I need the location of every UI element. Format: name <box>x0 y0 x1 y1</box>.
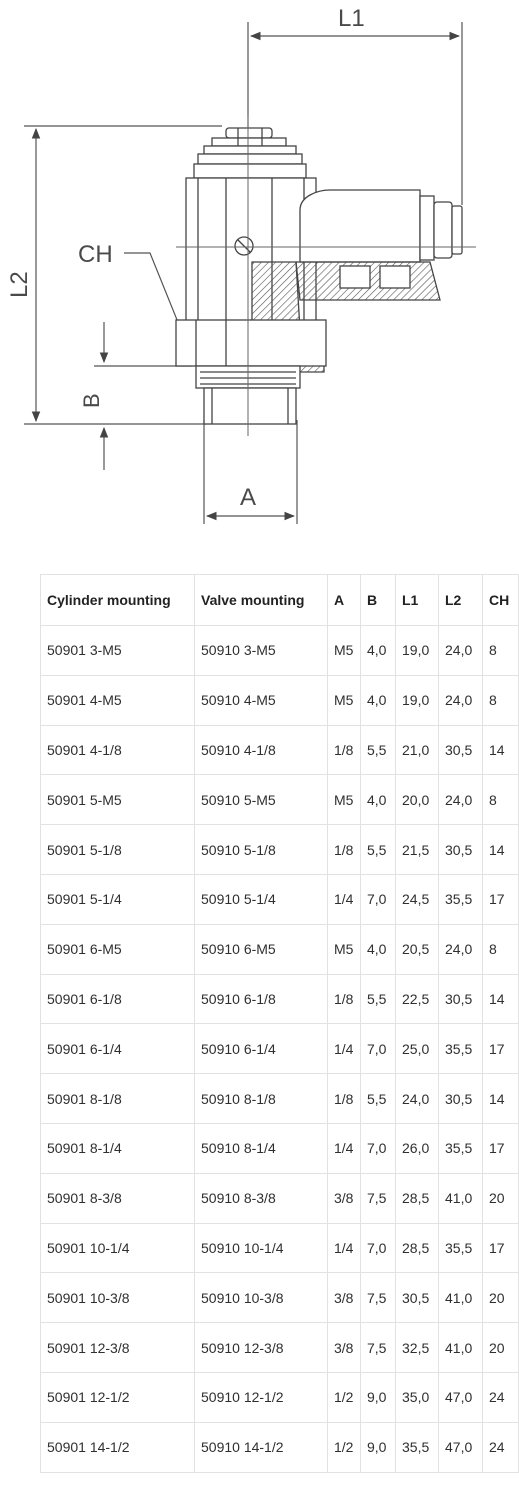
cell-ch: 20 <box>483 1323 519 1373</box>
table-row <box>41 626 519 676</box>
cell-l2: 47,0 <box>439 1372 483 1422</box>
cell-cylinder-mounting: 50901 6-M5 <box>41 924 195 974</box>
cell-cylinder-mounting: 50901 6-1/8 <box>41 974 195 1024</box>
cell-cylinder-mounting: 50901 8-1/8 <box>41 1074 195 1124</box>
cell-l2: 24,0 <box>439 775 483 825</box>
cell-b: 9,0 <box>361 1372 396 1422</box>
cell-l1: 19,0 <box>396 675 439 725</box>
cell-l1: 20,5 <box>396 924 439 974</box>
cell-b: 5,5 <box>361 974 396 1024</box>
cell-cylinder-mounting: 50901 12-3/8 <box>41 1323 195 1373</box>
cell-b: 7,0 <box>361 874 396 924</box>
cell-a: M5 <box>328 775 361 825</box>
cell-l1: 24,5 <box>396 874 439 924</box>
cell-l2: 24,0 <box>439 675 483 725</box>
cell-l2: 35,5 <box>439 1123 483 1173</box>
dimension-label-ch: CH <box>78 241 113 268</box>
cell-a: 1/2 <box>328 1422 361 1472</box>
cell-cylinder-mounting: 50901 10-1/4 <box>41 1223 195 1273</box>
cell-ch: 20 <box>483 1173 519 1223</box>
cell-valve-mounting: 50910 8-1/8 <box>195 1074 328 1124</box>
cell-b: 7,0 <box>361 1123 396 1173</box>
cell-b: 4,0 <box>361 675 396 725</box>
cell-ch: 14 <box>483 725 519 775</box>
cell-valve-mounting: 50910 6-1/8 <box>195 974 328 1024</box>
cell-cylinder-mounting: 50901 4-M5 <box>41 675 195 725</box>
cell-valve-mounting: 50910 10-1/4 <box>195 1223 328 1273</box>
cell-a: 3/8 <box>328 1273 361 1323</box>
cell-a: 1/4 <box>328 1123 361 1173</box>
cell-b: 4,0 <box>361 626 396 676</box>
specification-table <box>40 574 519 1473</box>
header-l2: L2 <box>439 575 483 626</box>
cell-l1: 24,0 <box>396 1074 439 1124</box>
cell-l1: 20,0 <box>396 775 439 825</box>
cell-valve-mounting: 50910 6-M5 <box>195 924 328 974</box>
cell-a: 1/4 <box>328 1223 361 1273</box>
table-row <box>41 1323 519 1373</box>
cell-ch: 8 <box>483 924 519 974</box>
cell-ch: 20 <box>483 1273 519 1323</box>
table-row <box>41 1273 519 1323</box>
cell-l1: 26,0 <box>396 1123 439 1173</box>
cell-ch: 14 <box>483 1074 519 1124</box>
cell-cylinder-mounting: 50901 5-1/8 <box>41 825 195 875</box>
cell-valve-mounting: 50910 4-1/8 <box>195 725 328 775</box>
cell-l2: 41,0 <box>439 1173 483 1223</box>
cell-cylinder-mounting: 50901 5-1/4 <box>41 874 195 924</box>
table-row <box>41 1173 519 1223</box>
cell-b: 4,0 <box>361 775 396 825</box>
cell-valve-mounting: 50910 8-1/4 <box>195 1123 328 1173</box>
cell-ch: 8 <box>483 626 519 676</box>
cell-ch: 24 <box>483 1372 519 1422</box>
cell-ch: 14 <box>483 974 519 1024</box>
cell-l1: 25,0 <box>396 1024 439 1074</box>
cell-b: 7,0 <box>361 1024 396 1074</box>
cell-cylinder-mounting: 50901 4-1/8 <box>41 725 195 775</box>
cell-ch: 17 <box>483 1024 519 1074</box>
cell-l2: 30,5 <box>439 825 483 875</box>
table-row <box>41 725 519 775</box>
cell-l2: 35,5 <box>439 874 483 924</box>
cell-a: 1/8 <box>328 825 361 875</box>
cell-valve-mounting: 50910 12-3/8 <box>195 1323 328 1373</box>
table-row <box>41 1074 519 1124</box>
cell-cylinder-mounting: 50901 10-3/8 <box>41 1273 195 1323</box>
cell-a: 1/4 <box>328 874 361 924</box>
cell-l1: 32,5 <box>396 1323 439 1373</box>
dimension-label-l2: L2 <box>6 271 33 298</box>
cell-cylinder-mounting: 50901 5-M5 <box>41 775 195 825</box>
dimension-label-a: A <box>240 484 257 511</box>
table-row <box>41 874 519 924</box>
cell-b: 5,5 <box>361 1074 396 1124</box>
cell-l1: 28,5 <box>396 1223 439 1273</box>
header-cylinder-mounting: Cylinder mounting <box>41 575 195 626</box>
cell-a: 1/4 <box>328 1024 361 1074</box>
table-row <box>41 1223 519 1273</box>
cell-l1: 19,0 <box>396 626 439 676</box>
cell-b: 5,5 <box>361 725 396 775</box>
cell-l2: 30,5 <box>439 725 483 775</box>
cell-l2: 30,5 <box>439 974 483 1024</box>
cell-a: M5 <box>328 924 361 974</box>
cell-cylinder-mounting: 50901 3-M5 <box>41 626 195 676</box>
cell-valve-mounting: 50910 8-3/8 <box>195 1173 328 1223</box>
cell-valve-mounting: 50910 5-1/4 <box>195 874 328 924</box>
cell-a: 1/8 <box>328 974 361 1024</box>
cell-cylinder-mounting: 50901 6-1/4 <box>41 1024 195 1074</box>
cell-ch: 17 <box>483 874 519 924</box>
cell-l2: 41,0 <box>439 1273 483 1323</box>
header-l1: L1 <box>396 575 439 626</box>
cell-cylinder-mounting: 50901 12-1/2 <box>41 1372 195 1422</box>
cell-l2: 41,0 <box>439 1323 483 1373</box>
cell-l2: 35,5 <box>439 1223 483 1273</box>
technical-drawing <box>0 0 519 540</box>
cell-ch: 17 <box>483 1123 519 1173</box>
cell-l1: 22,5 <box>396 974 439 1024</box>
cell-ch: 17 <box>483 1223 519 1273</box>
header-a: A <box>328 575 361 626</box>
cell-a: 3/8 <box>328 1323 361 1373</box>
cell-valve-mounting: 50910 3-M5 <box>195 626 328 676</box>
cell-ch: 8 <box>483 675 519 725</box>
cell-b: 7,5 <box>361 1323 396 1373</box>
cell-valve-mounting: 50910 5-M5 <box>195 775 328 825</box>
cell-b: 7,5 <box>361 1273 396 1323</box>
cell-valve-mounting: 50910 12-1/2 <box>195 1372 328 1422</box>
cell-l2: 30,5 <box>439 1074 483 1124</box>
cell-b: 7,5 <box>361 1173 396 1223</box>
cell-l2: 24,0 <box>439 626 483 676</box>
cell-l1: 30,5 <box>396 1273 439 1323</box>
cell-ch: 14 <box>483 825 519 875</box>
cell-a: 1/8 <box>328 725 361 775</box>
header-ch: CH <box>483 575 519 626</box>
dimension-label-l1: L1 <box>338 5 365 32</box>
cell-l2: 24,0 <box>439 924 483 974</box>
cell-b: 4,0 <box>361 924 396 974</box>
table-row <box>41 1123 519 1173</box>
cell-valve-mounting: 50910 4-M5 <box>195 675 328 725</box>
cell-l1: 35,5 <box>396 1422 439 1472</box>
cell-a: M5 <box>328 626 361 676</box>
table-row <box>41 1024 519 1074</box>
cell-a: M5 <box>328 675 361 725</box>
table-row <box>41 974 519 1024</box>
cell-cylinder-mounting: 50901 14-1/2 <box>41 1422 195 1472</box>
table-row <box>41 825 519 875</box>
dimension-label-b: B <box>79 393 104 408</box>
table-row <box>41 675 519 725</box>
cell-valve-mounting: 50910 5-1/8 <box>195 825 328 875</box>
cell-valve-mounting: 50910 6-1/4 <box>195 1024 328 1074</box>
cell-a: 3/8 <box>328 1173 361 1223</box>
fitting-body <box>176 128 462 424</box>
cell-a: 1/8 <box>328 1074 361 1124</box>
table-header-row <box>41 575 519 626</box>
cell-a: 1/2 <box>328 1372 361 1422</box>
cell-l2: 35,5 <box>439 1024 483 1074</box>
header-valve-mounting: Valve mounting <box>195 575 328 626</box>
cell-b: 5,5 <box>361 825 396 875</box>
cell-ch: 8 <box>483 775 519 825</box>
table-row <box>41 775 519 825</box>
cell-l1: 21,0 <box>396 725 439 775</box>
table-row <box>41 1372 519 1422</box>
cell-cylinder-mounting: 50901 8-1/4 <box>41 1123 195 1173</box>
cell-valve-mounting: 50910 14-1/2 <box>195 1422 328 1472</box>
header-b: B <box>361 575 396 626</box>
cell-l1: 21,5 <box>396 825 439 875</box>
cell-l2: 47,0 <box>439 1422 483 1472</box>
cell-l1: 28,5 <box>396 1173 439 1223</box>
cell-l1: 35,0 <box>396 1372 439 1422</box>
cell-cylinder-mounting: 50901 8-3/8 <box>41 1173 195 1223</box>
cell-ch: 24 <box>483 1422 519 1472</box>
cell-b: 7,0 <box>361 1223 396 1273</box>
cell-valve-mounting: 50910 10-3/8 <box>195 1273 328 1323</box>
table-row <box>41 924 519 974</box>
cell-b: 9,0 <box>361 1422 396 1472</box>
table-row <box>41 1422 519 1472</box>
